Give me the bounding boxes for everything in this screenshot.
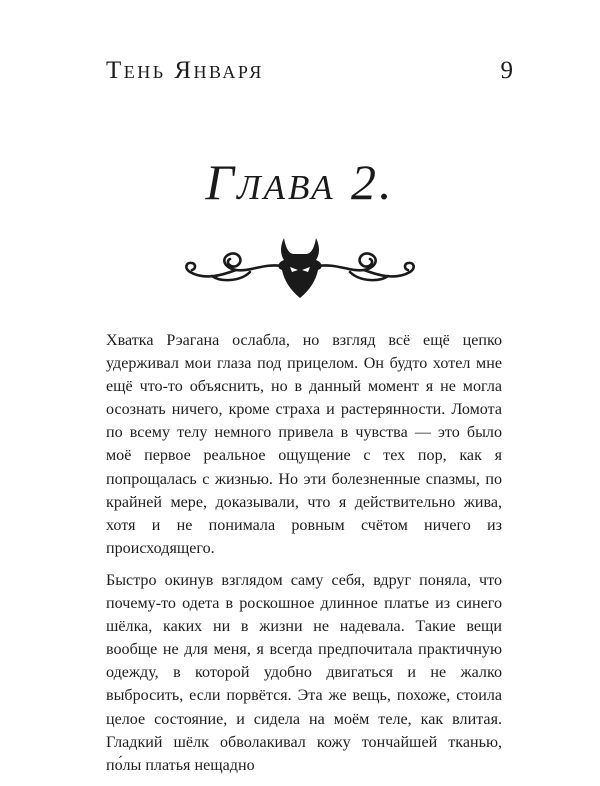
- paragraph: Хватка Рэагана ослабла, но взгляд всё ещё цепко удерживал мои глаза под прицелом. Он будто хотел мне ещё что-то объяснить, но в данный момент я не могла осознать ничего, кроме страха и растерянности. Ломота по всему телу немного привела в чувства — это было моё первое реальное ощущение с тех пор, как я попрощалась с жизнью. Но эти болезненные спазмы, по крайней мере, доказывали, что я действительно жива, хотя и не понимала ровным счётом ничего из происходящего.: [106, 332, 502, 557]
- demon-head-flourish-icon: [180, 232, 420, 304]
- right-flourish: [318, 253, 376, 270]
- page-number: 9: [500, 57, 513, 84]
- running-head-title: Тень Января: [106, 57, 264, 84]
- left-flourish: [224, 253, 282, 270]
- paragraph: Быстро окинув взглядом саму себя, вдруг поняла, что почему-то одета в роскошное длинное платье из синего шёлка, каких ни в жизни не надевала. Такие вещи вообще не для меня, я всегда предпочитала практичную одежду, в которой удобно двигаться и не жалко выбросить, если порвётся. Эта же вещь, похоже, стоила целое состояние, и сидела на моём теле, как влитая. Гладкий шёлк обволакивал кожу тончайшей тканью, по́лы платья нещадно: [106, 571, 502, 774]
- body-text: [106, 329, 502, 786]
- demon-head: [278, 238, 321, 298]
- chapter-title: Глава 2.: [205, 154, 395, 210]
